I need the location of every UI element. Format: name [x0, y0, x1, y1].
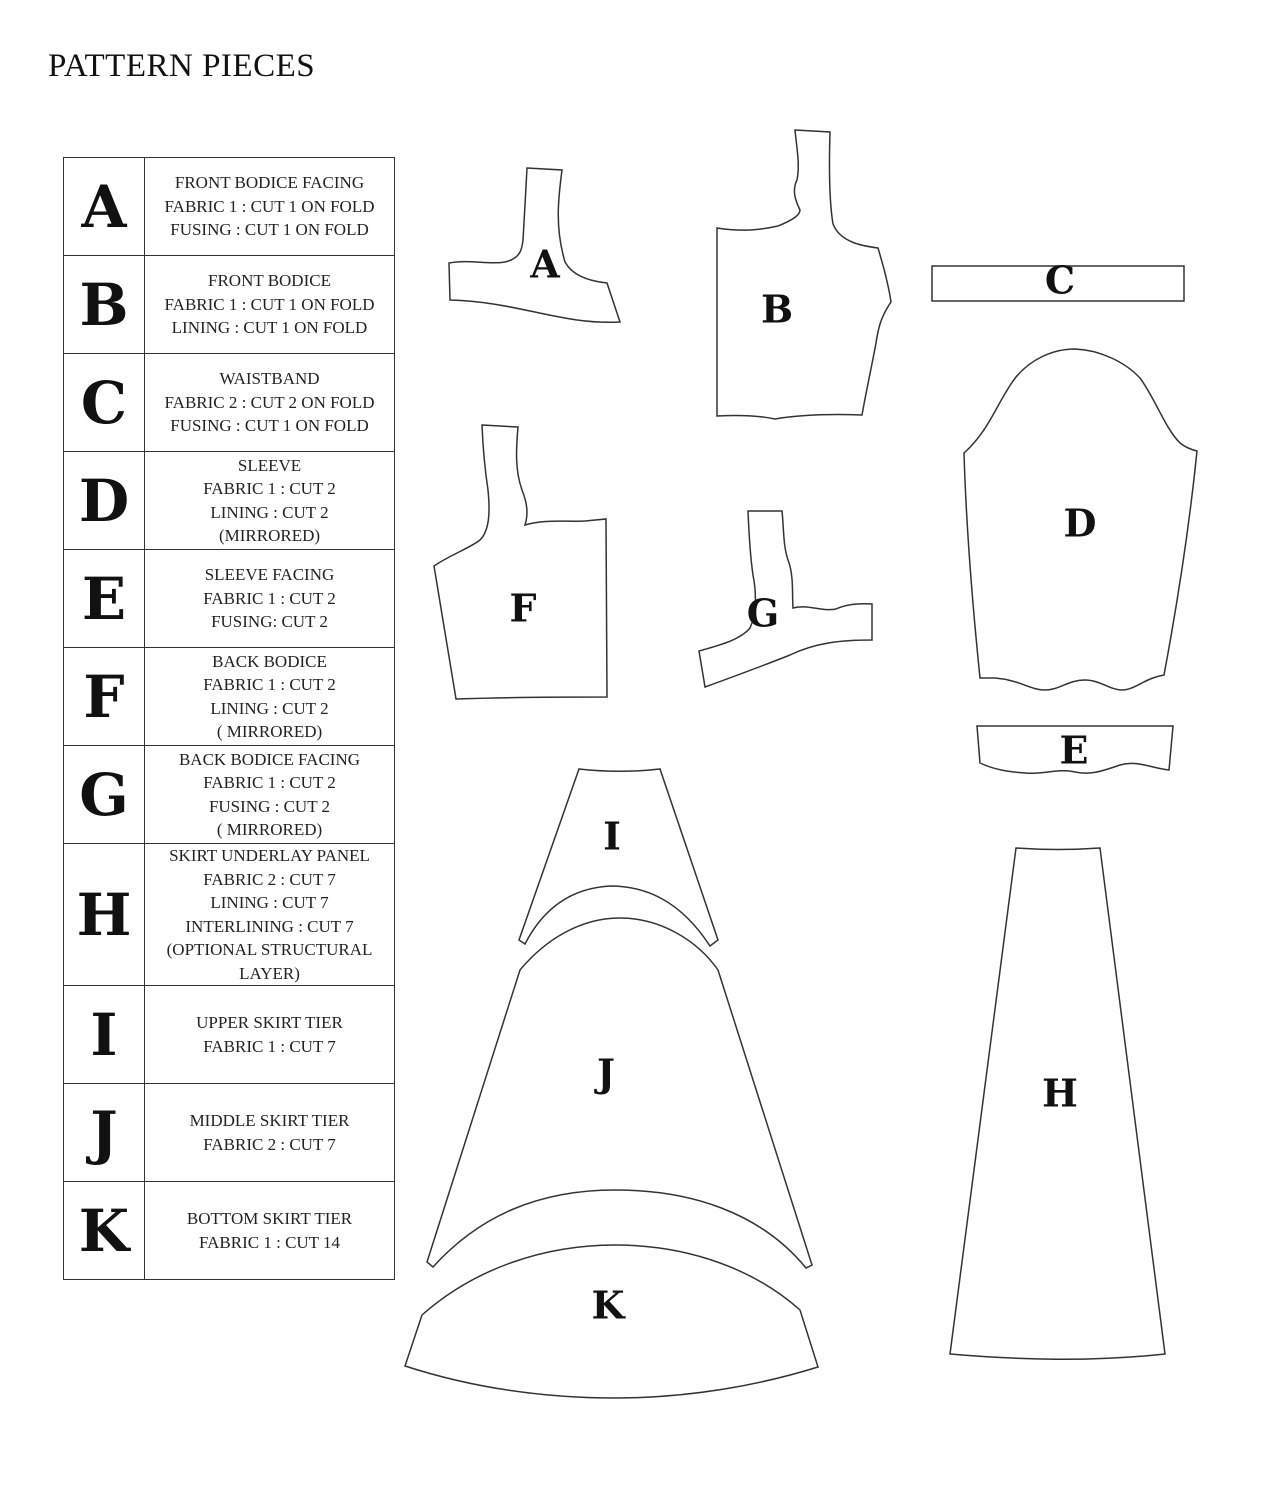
pattern-piece-e: [977, 726, 1173, 773]
legend-line: FABRIC 1 : CUT 2: [203, 479, 336, 498]
pattern-piece-c: [932, 258, 1184, 303]
piece-label: B: [760, 286, 794, 332]
legend-line: (OPTIONAL STRUCTURAL: [166, 940, 373, 959]
legend-letter: K: [64, 1182, 145, 1280]
legend-line: FABRIC 1 : CUT 1 ON FOLD: [164, 294, 375, 314]
legend-letter: G: [64, 746, 145, 844]
piece-label: G: [746, 590, 780, 636]
legend-line: FRONT BODICE FACING: [174, 173, 365, 193]
piece-label: A: [530, 241, 560, 287]
legend-letter: A: [64, 158, 145, 256]
legend-line: LINING : CUT 2: [210, 698, 329, 718]
legend-line: FUSING : CUT 1 ON FOLD: [170, 220, 369, 240]
legend-line: FABRIC 1 : CUT 7: [203, 1036, 336, 1056]
pattern-piece-j: [427, 918, 812, 1268]
legend-line: LINING : CUT 2: [210, 502, 329, 522]
legend-letter: D: [64, 452, 145, 550]
legend-line: FUSING : CUT 1 ON FOLD: [170, 416, 369, 436]
legend-letter: J: [64, 1084, 145, 1182]
legend-line: FABRIC 2 : CUT 7: [203, 869, 336, 889]
page-title: PATTERN PIECES: [48, 48, 316, 84]
legend-line: MIDDLE SKIRT TIER: [189, 1111, 350, 1130]
piece-label: H: [1042, 1070, 1078, 1116]
legend-line: ( MIRRORED): [216, 820, 323, 839]
legend-line: FUSING : CUT 2: [208, 796, 331, 816]
pattern-piece-g: [699, 511, 872, 687]
pattern-piece-h: [950, 848, 1165, 1359]
legend-line: FABRIC 2 : CUT 2 ON FOLD: [164, 392, 375, 412]
legend-line: FRONT BODICE: [208, 271, 331, 291]
legend-letter: H: [64, 844, 145, 986]
pattern-piece-f: [434, 425, 607, 699]
legend-line: SKIRT UNDERLAY PANEL: [169, 846, 370, 865]
legend-line: BOTTOM SKIRT TIER: [186, 1209, 353, 1228]
legend-line: FABRIC 1 : CUT 14: [198, 1232, 341, 1252]
legend-line: UPPER SKIRT TIER: [196, 1013, 343, 1032]
legend-line: FABRIC 1 : CUT 2: [203, 773, 336, 792]
pattern-piece-d: [964, 349, 1197, 690]
legend-letter: E: [64, 550, 145, 648]
legend-line: FUSING: CUT 2: [211, 612, 328, 632]
piece-label: E: [1059, 727, 1089, 773]
legend-line: SLEEVE FACING: [204, 565, 335, 585]
legend-line: FABRIC 1 : CUT 2: [203, 588, 336, 608]
legend-line: FABRIC 2 : CUT 7: [203, 1134, 336, 1154]
legend-letter: B: [64, 256, 145, 354]
legend-line: INTERLINING : CUT 7: [185, 916, 354, 936]
legend-line: LINING : CUT 7: [210, 893, 329, 912]
legend-line: WAISTBAND: [219, 369, 320, 389]
legend-letter: F: [64, 648, 145, 746]
legend-line: ( MIRRORED): [216, 722, 323, 741]
legend-line: (MIRRORED): [218, 526, 321, 545]
legend-line: BACK BODICE: [212, 651, 327, 671]
legend-line: FABRIC 1 : CUT 2: [203, 675, 336, 694]
legend-line: LINING : CUT 1 ON FOLD: [171, 318, 368, 338]
pattern-piece-k: [405, 1245, 818, 1398]
piece-label: D: [1063, 500, 1097, 546]
legend-letter: C: [64, 354, 145, 452]
piece-label: K: [591, 1282, 625, 1328]
legend-letter: I: [64, 986, 145, 1084]
legend-line: LAYER): [239, 963, 300, 983]
piece-label: I: [603, 813, 621, 859]
piece-label: F: [509, 585, 537, 631]
pattern-piece-a: [449, 168, 620, 322]
legend-line: BACK BODICE FACING: [178, 749, 361, 769]
legend-line: SLEEVE: [237, 455, 302, 475]
pattern-piece-b: [717, 130, 891, 419]
legend-line: FABRIC 1 : CUT 1 ON FOLD: [164, 196, 375, 216]
piece-label: C: [1044, 257, 1076, 303]
piece-label: J: [597, 1050, 615, 1096]
